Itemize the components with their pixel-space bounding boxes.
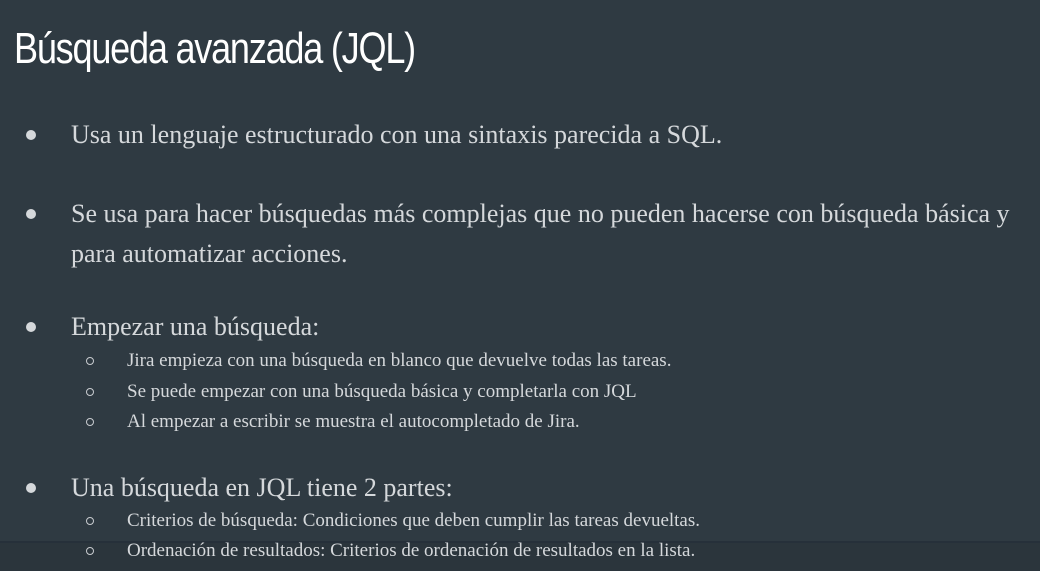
sub-bullet-text: Se puede empezar con una búsqueda básica y completarla con JQL [127,381,637,402]
bullet-dot-icon [26,322,36,332]
bullet-item [26,115,1036,155]
sub-bullet-item [86,538,695,564]
sub-bullet-text: Jira empieza con una búsqueda en blanco que devuelve todas las tareas. [127,350,672,371]
bullet-text: Se usa para hacer búsquedas más complejas que no pueden hacerse con búsqueda básica y para automatizar acciones. [71,199,1010,268]
sub-bullet-item [86,348,671,374]
sub-bullet-text: Ordenación de resultados: Criterios de ordenación de resultados en la lista. [127,540,696,561]
bullet-dot-icon [26,209,36,219]
hollow-circle-icon [86,357,94,365]
sub-bullet-item [86,409,580,435]
sub-bullet-item [86,508,700,534]
sub-bullet-item [86,379,637,405]
bullet-dot-icon [26,130,36,140]
sub-bullet-text: Al empezar a escribir se muestra el autocompletado de Jira. [127,411,580,432]
hollow-circle-icon [86,517,94,525]
bullet-text: Empezar una búsqueda: [71,312,320,341]
bullet-item [26,307,1036,347]
hollow-circle-icon [86,388,94,396]
hollow-circle-icon [86,547,94,555]
bullet-item [26,194,1036,274]
hollow-circle-icon [86,418,94,426]
slide-title: Búsqueda avanzada (JQL) [14,24,415,73]
bullet-text: Usa un lenguaje estructurado con una sintaxis parecida a SQL. [71,120,723,149]
bullet-item [26,468,1036,508]
bullet-dot-icon [26,483,36,493]
bullet-text: Una búsqueda en JQL tiene 2 partes: [71,473,453,502]
sub-bullet-text: Criterios de búsqueda: Condiciones que deben cumplir las tareas devueltas. [127,510,701,531]
